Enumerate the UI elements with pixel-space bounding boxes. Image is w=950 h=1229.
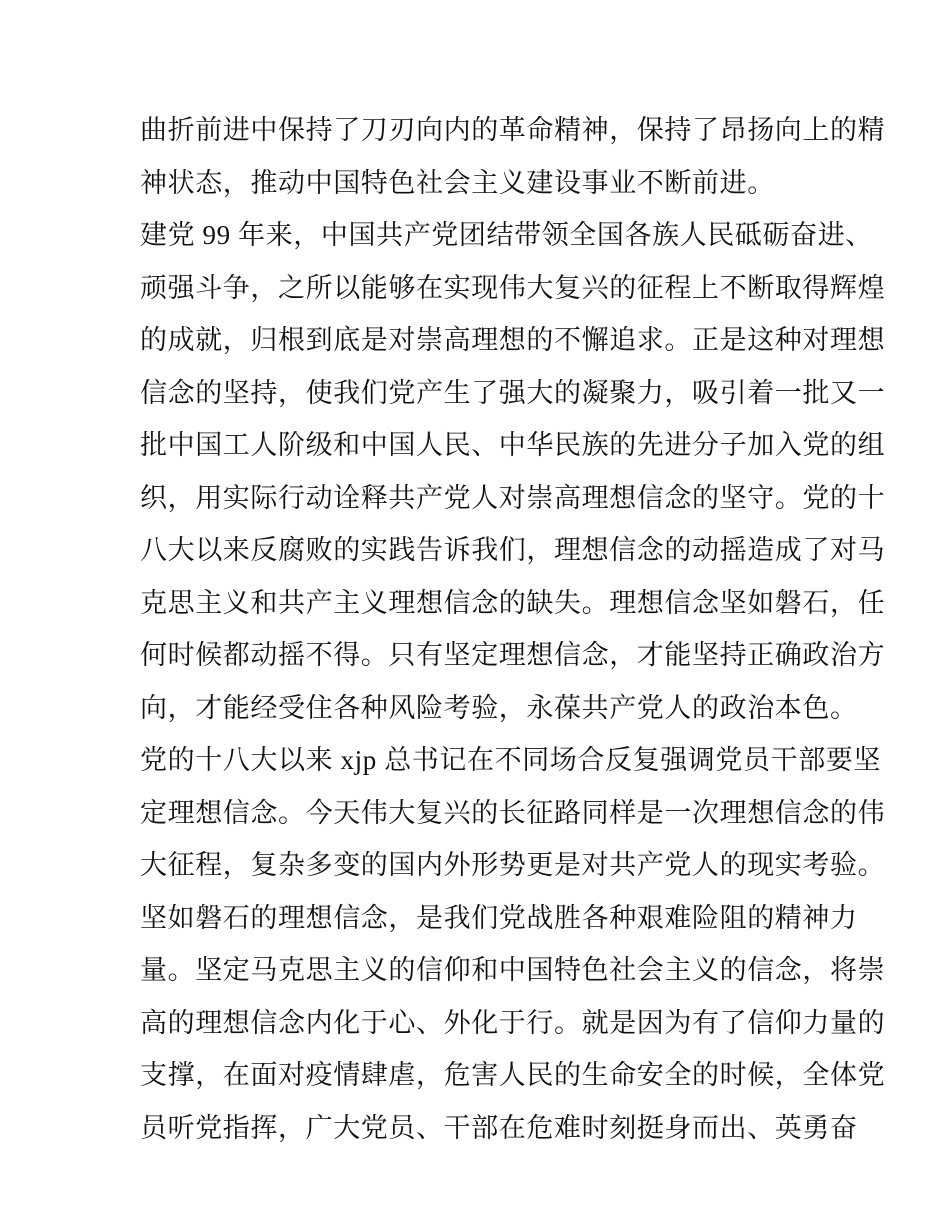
text-line: 定理想信念。今天伟大复兴的长征路同样是一次理想信念的伟	[140, 797, 886, 828]
text-line: 顽强斗争，之所以能够在实现伟大复兴的征程上不断取得辉煌	[140, 272, 886, 303]
text-line: 量。坚定马克思主义的信仰和中国特色社会主义的信念，将崇	[140, 955, 886, 985]
text-line: 批中国工人阶级和中国人民、中华民族的先进分子加入党的组	[140, 430, 886, 460]
text-line: 织，用实际行动诠释共产党人对崇高理想信念的坚守。党的十	[140, 482, 886, 513]
text-line: 八大以来反腐败的实践告诉我们，理想信念的动摇造成了对马	[140, 535, 886, 565]
text-line: 的成就，归根到底是对崇高理想的不懈追求。正是这种对理想	[140, 325, 886, 355]
text-line: 员听党指挥，广大党员、干部在危难时刻挺身而出、英勇奋	[140, 1112, 858, 1143]
text-line: 何时候都动摇不得。只有坚定理想信念，才能坚持正确政治方	[140, 640, 886, 670]
text-line: 建党 99 年来，中国共产党团结带领全国各族人民砥砺奋进、	[140, 220, 873, 250]
text-line: 克思主义和共产主义理想信念的缺失。理想信念坚如磐石，任	[140, 587, 886, 618]
text-line: 曲折前进中保持了刀刃向内的革命精神，保持了昂扬向上的精	[140, 115, 886, 145]
text-line: 神状态，推动中国特色社会主义建设事业不断前进。	[140, 167, 775, 198]
text-line: 党的十八大以来 xjp 总书记在不同场合反复强调党员干部要坚	[140, 745, 882, 775]
text-line: 高的理想信念内化于心、外化于行。就是因为有了信仰力量的	[140, 1007, 886, 1038]
text-line: 信念的坚持，使我们党产生了强大的凝聚力，吸引着一批又一	[140, 377, 886, 408]
text-line: 支撑，在面对疫情肆虐，危害人民的生命安全的时候，全体党	[140, 1060, 886, 1090]
document-page	[140, 104, 886, 1154]
text-line: 大征程，复杂多变的国内外形势更是对共产党人的现实考验。	[140, 850, 886, 880]
text-line: 坚如磐石的理想信念，是我们党战胜各种艰难险阻的精神力	[140, 902, 858, 933]
text-line: 向，才能经受住各种风险考验，永葆共产党人的政治本色。	[140, 692, 858, 723]
